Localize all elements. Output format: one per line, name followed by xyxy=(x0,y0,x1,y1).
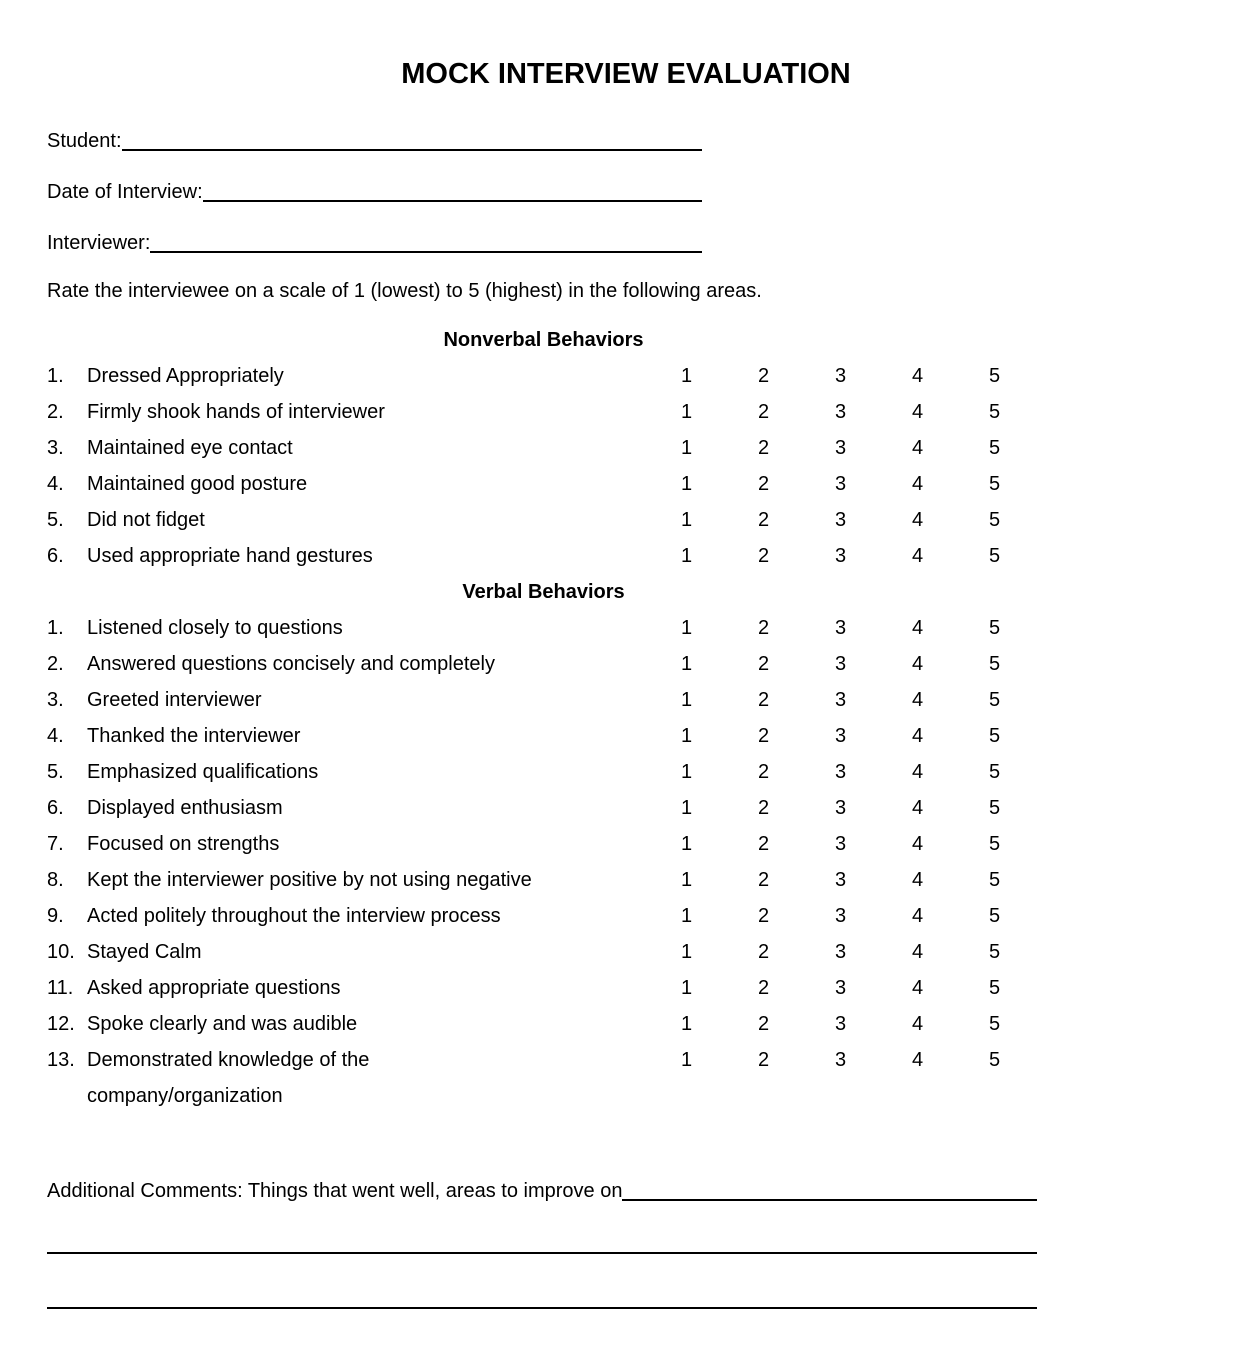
rating-option-1[interactable]: 1 xyxy=(680,653,693,675)
rating-option-3[interactable]: 3 xyxy=(834,977,847,999)
item-label: Did not fidget xyxy=(87,509,205,531)
rating-option-3[interactable]: 3 xyxy=(834,617,847,639)
rating-option-2[interactable]: 2 xyxy=(757,977,770,999)
item-number: 11. xyxy=(47,977,74,999)
rating-option-5[interactable]: 5 xyxy=(988,761,1001,783)
rating-option-2[interactable]: 2 xyxy=(757,941,770,963)
rating-option-5[interactable]: 5 xyxy=(988,977,1001,999)
item-label: Maintained eye contact xyxy=(87,437,293,459)
interviewer-input-line[interactable] xyxy=(150,230,702,253)
item-label: Greeted interviewer xyxy=(87,689,262,711)
item-label-wrap: company/organization xyxy=(87,1085,283,1107)
rating-option-3[interactable]: 3 xyxy=(834,725,847,747)
item-label: Dressed Appropriately xyxy=(87,365,284,387)
rating-instructions: Rate the interviewee on a scale of 1 (lowest) to 5 (highest) in the following areas. xyxy=(47,280,762,302)
rating-option-3[interactable]: 3 xyxy=(834,1013,847,1035)
item-label: Used appropriate hand gestures xyxy=(87,545,373,567)
rating-option-1[interactable]: 1 xyxy=(680,437,693,459)
item-number: 8. xyxy=(47,869,64,891)
rating-row xyxy=(0,610,1252,646)
item-number: 1. xyxy=(47,617,64,639)
rating-option-5[interactable]: 5 xyxy=(988,365,1001,387)
rating-row xyxy=(0,970,1252,1006)
rating-option-2[interactable]: 2 xyxy=(757,617,770,639)
rating-option-2[interactable]: 2 xyxy=(757,905,770,927)
rating-row xyxy=(0,862,1252,898)
interviewer-field-label: Interviewer: xyxy=(47,232,151,254)
item-number: 3. xyxy=(47,689,64,711)
rating-option-4[interactable]: 4 xyxy=(911,1049,924,1071)
rating-option-5[interactable]: 5 xyxy=(988,797,1001,819)
rating-option-1[interactable]: 1 xyxy=(680,689,693,711)
rating-option-4[interactable]: 4 xyxy=(911,509,924,531)
rating-option-1[interactable]: 1 xyxy=(680,977,693,999)
rating-row xyxy=(0,934,1252,970)
rating-row xyxy=(0,1042,1252,1078)
rating-option-1[interactable]: 1 xyxy=(680,473,693,495)
rating-option-5[interactable]: 5 xyxy=(988,653,1001,675)
rating-option-4[interactable]: 4 xyxy=(911,761,924,783)
rating-option-5[interactable]: 5 xyxy=(988,509,1001,531)
rating-option-5[interactable]: 5 xyxy=(988,401,1001,423)
rating-row xyxy=(0,358,1252,394)
rating-option-3[interactable]: 3 xyxy=(834,689,847,711)
rating-row-wrap xyxy=(0,1078,1252,1114)
section-heading-nonverbal: Nonverbal Behaviors xyxy=(443,329,644,351)
rating-option-2[interactable]: 2 xyxy=(757,545,770,567)
rating-option-3[interactable]: 3 xyxy=(834,797,847,819)
item-number: 10. xyxy=(47,941,75,963)
rating-row xyxy=(0,754,1252,790)
item-number: 6. xyxy=(47,797,64,819)
rating-option-4[interactable]: 4 xyxy=(911,401,924,423)
rating-row xyxy=(0,1006,1252,1042)
rating-row xyxy=(0,430,1252,466)
rating-option-5[interactable]: 5 xyxy=(988,869,1001,891)
date-of-interview-field-label: Date of Interview: xyxy=(47,181,203,203)
item-number: 9. xyxy=(47,905,64,927)
rating-option-2[interactable]: 2 xyxy=(757,1049,770,1071)
item-label: Displayed enthusiasm xyxy=(87,797,283,819)
rating-option-2[interactable]: 2 xyxy=(757,869,770,891)
rating-option-5[interactable]: 5 xyxy=(988,437,1001,459)
rating-row xyxy=(0,898,1252,934)
rating-option-3[interactable]: 3 xyxy=(834,545,847,567)
header-fields xyxy=(47,128,1252,256)
item-label: Thanked the interviewer xyxy=(87,725,301,747)
rating-option-3[interactable]: 3 xyxy=(834,653,847,675)
rating-option-4[interactable]: 4 xyxy=(911,653,924,675)
rating-option-2[interactable]: 2 xyxy=(757,797,770,819)
rating-option-3[interactable]: 3 xyxy=(834,509,847,531)
rating-option-3[interactable]: 3 xyxy=(834,365,847,387)
item-number: 7. xyxy=(47,833,64,855)
rating-list xyxy=(0,322,1252,1114)
rating-option-3[interactable]: 3 xyxy=(834,1049,847,1071)
item-number: 4. xyxy=(47,473,64,495)
item-number: 3. xyxy=(47,437,64,459)
page-title: MOCK INTERVIEW EVALUATION xyxy=(401,58,851,90)
rating-row xyxy=(0,682,1252,718)
item-number: 4. xyxy=(47,725,64,747)
rating-option-3[interactable]: 3 xyxy=(834,869,847,891)
student-field xyxy=(47,128,702,154)
section-heading-verbal: Verbal Behaviors xyxy=(462,581,625,603)
item-label: Demonstrated knowledge of the xyxy=(87,1049,370,1071)
item-label: Answered questions concisely and completely xyxy=(87,653,495,675)
rating-option-4[interactable]: 4 xyxy=(911,473,924,495)
item-label: Kept the interviewer positive by not using negative xyxy=(87,869,532,891)
rating-option-1[interactable]: 1 xyxy=(680,725,693,747)
rating-option-5[interactable]: 5 xyxy=(988,1013,1001,1035)
rating-option-3[interactable]: 3 xyxy=(834,473,847,495)
rating-row xyxy=(0,394,1252,430)
rating-option-3[interactable]: 3 xyxy=(834,401,847,423)
rating-option-1[interactable]: 1 xyxy=(680,905,693,927)
item-number: 6. xyxy=(47,545,64,567)
item-number-empty xyxy=(47,1078,87,1114)
item-number: 1. xyxy=(47,365,64,387)
date-of-interview-input-line[interactable] xyxy=(203,179,702,202)
rating-option-5[interactable]: 5 xyxy=(988,941,1001,963)
student-input-line[interactable] xyxy=(122,128,702,151)
rating-option-1[interactable]: 1 xyxy=(680,833,693,855)
interviewer-field xyxy=(47,230,702,256)
comments-input-line-3[interactable] xyxy=(47,1254,1037,1309)
rating-option-5[interactable]: 5 xyxy=(988,833,1001,855)
rating-option-5[interactable]: 5 xyxy=(988,545,1001,567)
rating-option-1[interactable]: 1 xyxy=(680,869,693,891)
rating-option-2[interactable]: 2 xyxy=(757,725,770,747)
rating-row xyxy=(0,466,1252,502)
rating-option-4[interactable]: 4 xyxy=(911,1013,924,1035)
item-label: Acted politely throughout the interview process xyxy=(87,905,501,927)
rating-option-4[interactable]: 4 xyxy=(911,365,924,387)
rating-row xyxy=(0,502,1252,538)
rating-option-4[interactable]: 4 xyxy=(911,941,924,963)
rating-row xyxy=(0,790,1252,826)
rating-option-5[interactable]: 5 xyxy=(988,689,1001,711)
rating-option-2[interactable]: 2 xyxy=(757,1013,770,1035)
rating-option-2[interactable]: 2 xyxy=(757,689,770,711)
item-number: 12. xyxy=(47,1013,75,1035)
rating-option-1[interactable]: 1 xyxy=(680,365,693,387)
rating-option-5[interactable]: 5 xyxy=(988,1049,1001,1071)
rating-option-2[interactable]: 2 xyxy=(757,401,770,423)
rating-option-4[interactable]: 4 xyxy=(911,725,924,747)
item-label: Spoke clearly and was audible xyxy=(87,1013,358,1035)
item-number: 2. xyxy=(47,653,64,675)
rating-option-1[interactable]: 1 xyxy=(680,761,693,783)
rating-option-1[interactable]: 1 xyxy=(680,797,693,819)
date-of-interview-field xyxy=(47,179,702,205)
rating-option-3[interactable]: 3 xyxy=(834,905,847,927)
rating-option-4[interactable]: 4 xyxy=(911,977,924,999)
rating-option-1[interactable]: 1 xyxy=(680,545,693,567)
rating-option-2[interactable]: 2 xyxy=(757,365,770,387)
rating-option-2[interactable]: 2 xyxy=(757,509,770,531)
rating-option-4[interactable]: 4 xyxy=(911,905,924,927)
item-label: Emphasized qualifications xyxy=(87,761,319,783)
rating-option-4[interactable]: 4 xyxy=(911,797,924,819)
rating-option-4[interactable]: 4 xyxy=(911,545,924,567)
comments-input-line-2[interactable] xyxy=(47,1204,1037,1254)
rating-option-5[interactable]: 5 xyxy=(988,905,1001,927)
rating-option-1[interactable]: 1 xyxy=(680,1013,693,1035)
item-label: Stayed Calm xyxy=(87,941,202,963)
item-label: Asked appropriate questions xyxy=(87,977,341,999)
rating-option-3[interactable]: 3 xyxy=(834,437,847,459)
item-number: 5. xyxy=(47,761,64,783)
rating-option-2[interactable]: 2 xyxy=(757,473,770,495)
rating-row xyxy=(0,826,1252,862)
rating-option-1[interactable]: 1 xyxy=(680,1049,693,1071)
rating-option-3[interactable]: 3 xyxy=(834,941,847,963)
rating-option-1[interactable]: 1 xyxy=(680,509,693,531)
item-number: 2. xyxy=(47,401,64,423)
comments-label: Additional Comments: Things that went well, areas to improve on xyxy=(47,1180,623,1202)
rating-option-4[interactable]: 4 xyxy=(911,437,924,459)
item-label: Firmly shook hands of interviewer xyxy=(87,401,385,423)
item-number: 5. xyxy=(47,509,64,531)
rating-option-2[interactable]: 2 xyxy=(757,761,770,783)
item-number: 13. xyxy=(47,1049,75,1071)
comments-row xyxy=(47,1178,1037,1204)
rating-option-4[interactable]: 4 xyxy=(911,689,924,711)
rating-row xyxy=(0,718,1252,754)
rating-option-5[interactable]: 5 xyxy=(988,473,1001,495)
student-field-label: Student: xyxy=(47,130,122,152)
rating-option-3[interactable]: 3 xyxy=(834,833,847,855)
item-label: Listened closely to questions xyxy=(87,617,343,639)
rating-option-2[interactable]: 2 xyxy=(757,833,770,855)
rating-row xyxy=(0,538,1252,574)
rating-option-5[interactable]: 5 xyxy=(988,617,1001,639)
rating-option-4[interactable]: 4 xyxy=(911,833,924,855)
rating-option-2[interactable]: 2 xyxy=(757,653,770,675)
rating-option-5[interactable]: 5 xyxy=(988,725,1001,747)
rating-option-1[interactable]: 1 xyxy=(680,617,693,639)
rating-option-4[interactable]: 4 xyxy=(911,617,924,639)
rating-option-1[interactable]: 1 xyxy=(680,401,693,423)
rating-row xyxy=(0,646,1252,682)
item-label: Maintained good posture xyxy=(87,473,308,495)
rating-option-1[interactable]: 1 xyxy=(680,941,693,963)
rating-option-2[interactable]: 2 xyxy=(757,437,770,459)
comments-input-line-1[interactable] xyxy=(622,1178,1037,1201)
rating-option-4[interactable]: 4 xyxy=(911,869,924,891)
rating-option-3[interactable]: 3 xyxy=(834,761,847,783)
item-label: Focused on strengths xyxy=(87,833,280,855)
